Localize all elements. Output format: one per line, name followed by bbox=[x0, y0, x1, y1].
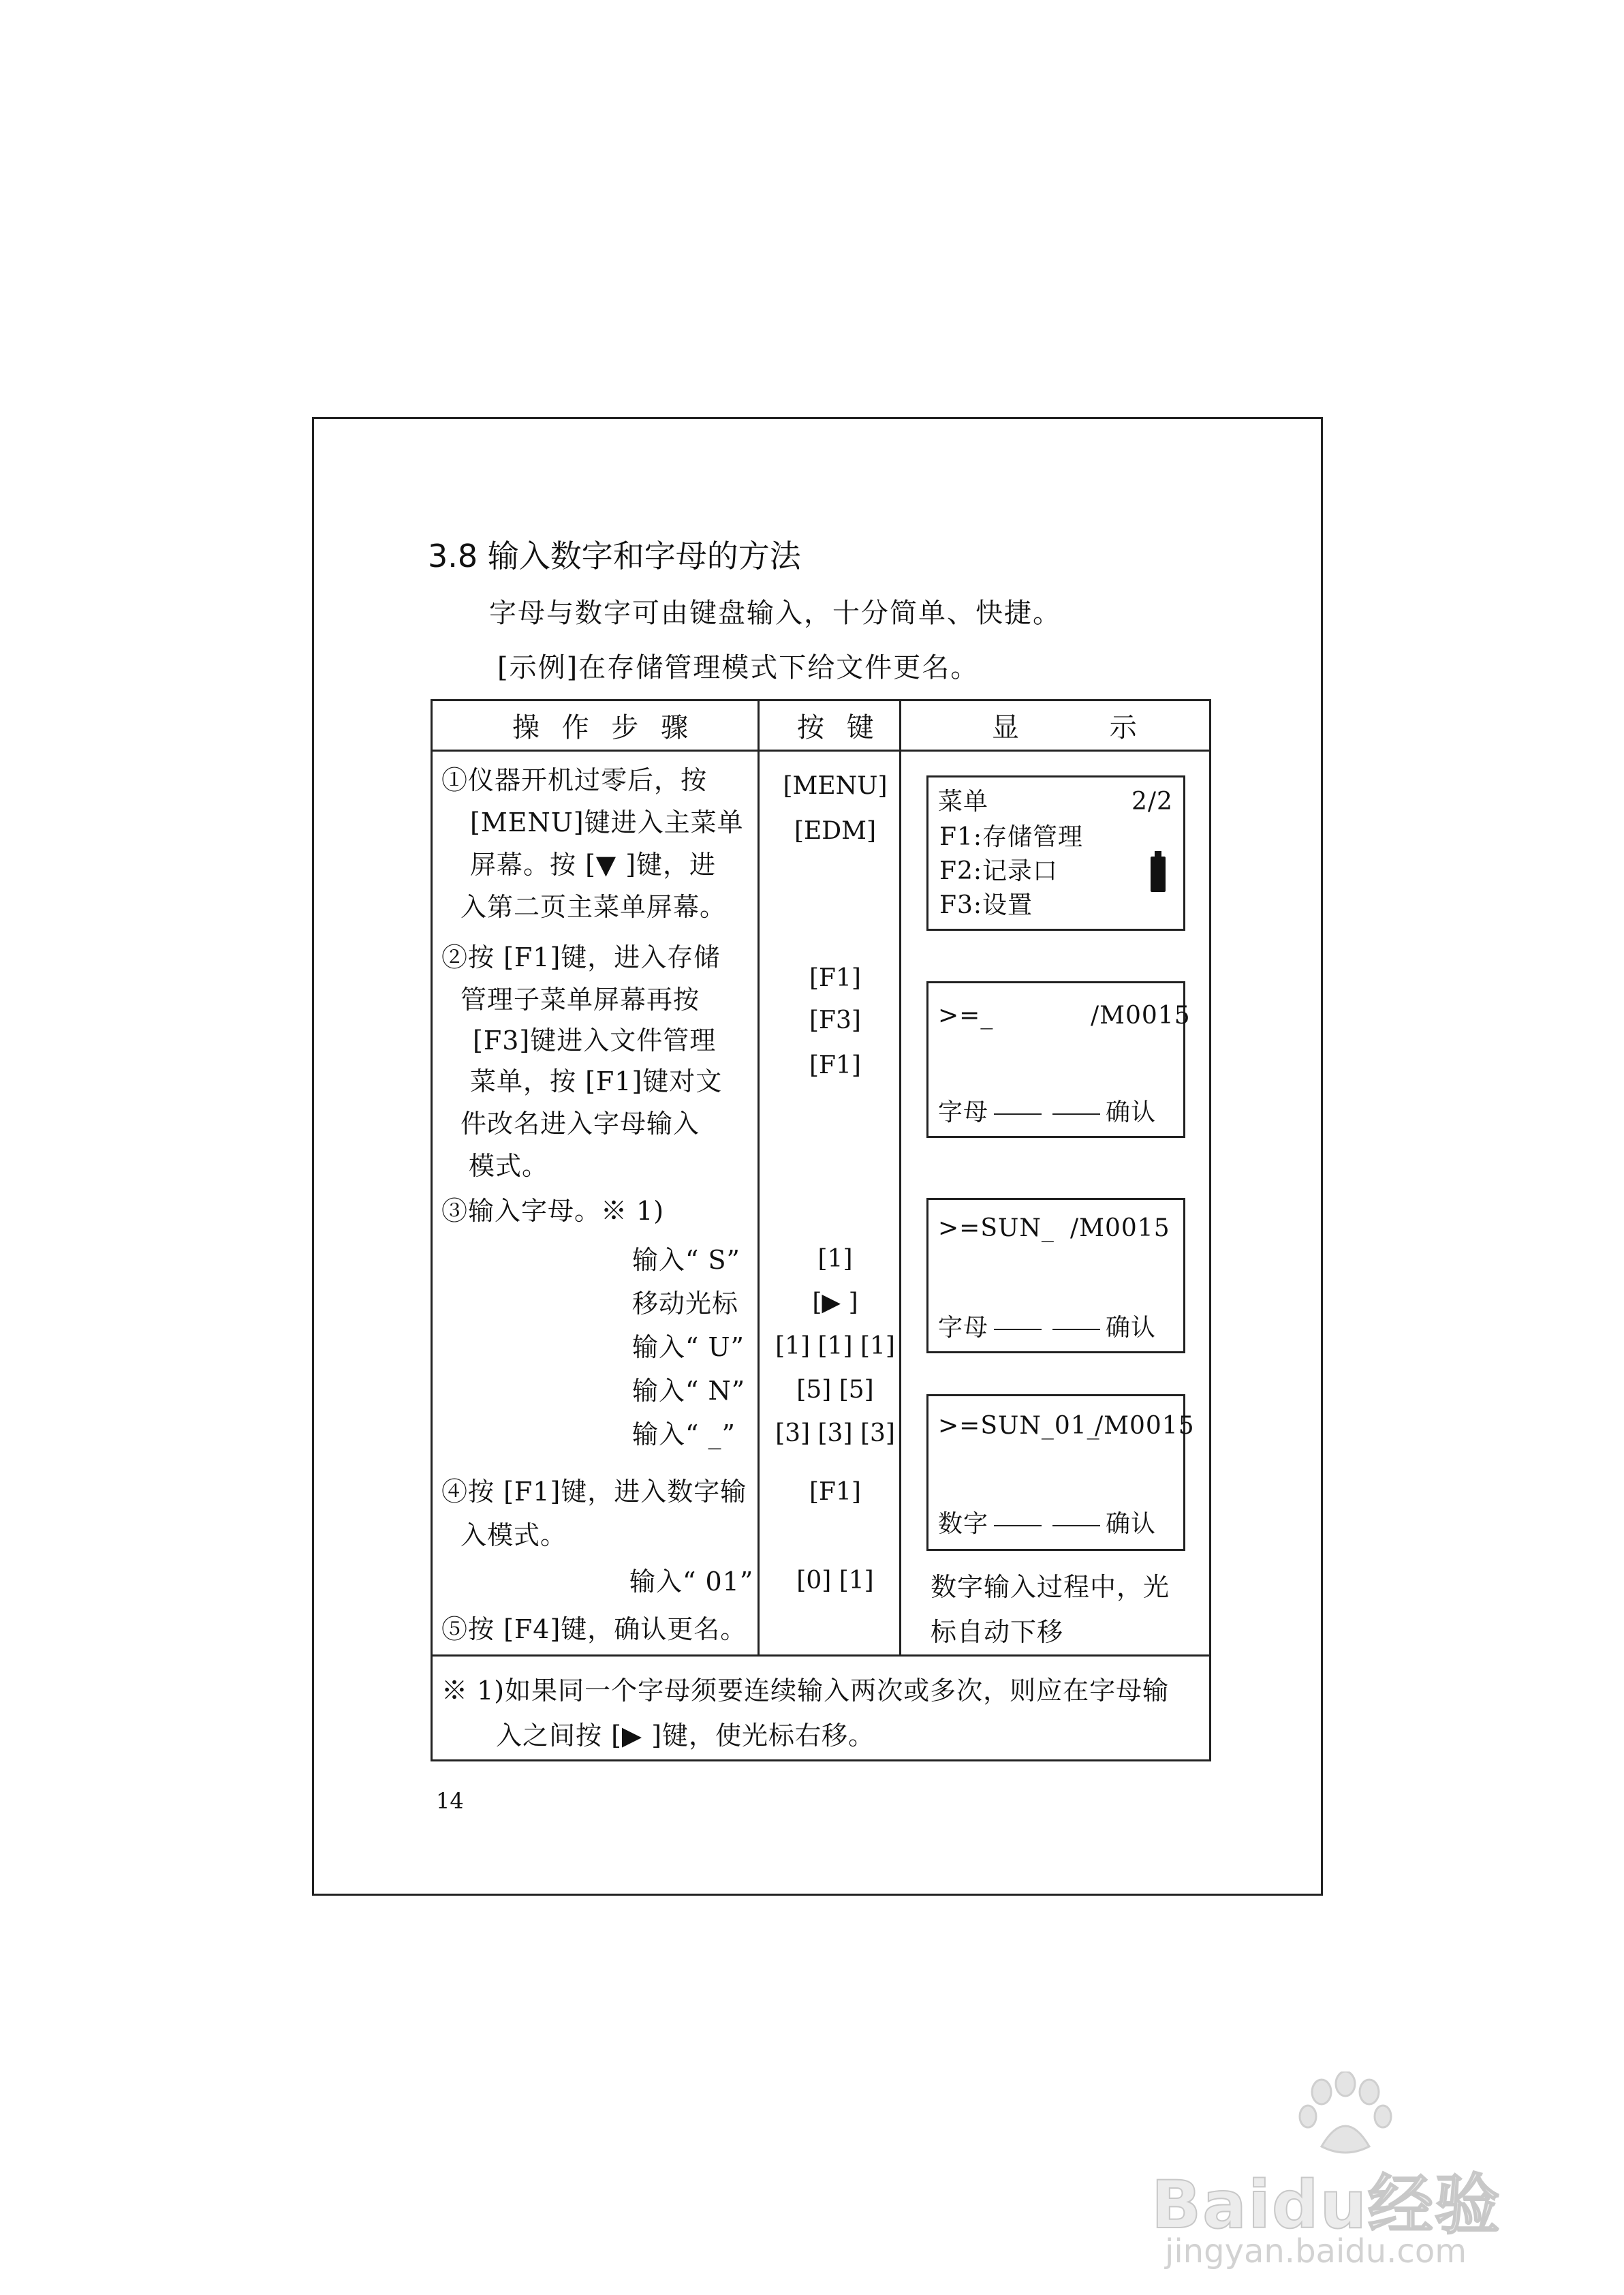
step3-sub2-label: 移动光标 bbox=[632, 1289, 739, 1319]
lcd-mode-label: 字母 bbox=[938, 1098, 989, 1126]
intro-text: 字母与数字可由键盘输入，十分简单、快捷。 bbox=[489, 598, 1061, 629]
step3-sub1-label: 输入“ S” bbox=[632, 1245, 740, 1275]
column-divider-1 bbox=[758, 699, 760, 1654]
lcd-confirm-label: 确认 bbox=[1106, 1510, 1157, 1538]
step4-note-line2: 标自动下移 bbox=[931, 1617, 1064, 1647]
header-keys: 按 键 bbox=[797, 712, 881, 743]
paw-icon bbox=[1294, 2071, 1396, 2160]
lcd-confirm-label: 确认 bbox=[1106, 1098, 1157, 1126]
step3-sub3-keys: [1] [1] [1] bbox=[775, 1332, 895, 1360]
lcd-letter-file: /M0015 bbox=[1070, 1214, 1170, 1242]
column-divider-2 bbox=[899, 699, 901, 1654]
step3-sub5-label: 输入“ _” bbox=[632, 1419, 736, 1449]
step4-line2: 入模式。 bbox=[460, 1520, 567, 1550]
lcd-letter-input: >=SUN_ bbox=[938, 1214, 1055, 1242]
step3-sub3-label: 输入“ U” bbox=[632, 1332, 745, 1362]
watermark-brand: Baidu经验 bbox=[1151, 2167, 1501, 2243]
step2-line6: 模式。 bbox=[469, 1151, 549, 1181]
step3-sub5-keys: [3] [3] [3] bbox=[775, 1419, 895, 1447]
footnote-line2: 入之间按 [▶ ]键，使光标右移。 bbox=[496, 1721, 875, 1751]
lcd-menu-title: 菜单 bbox=[938, 788, 989, 816]
header-display: 显 示 bbox=[992, 712, 1178, 743]
step3-sub1-keys: [1] bbox=[817, 1245, 853, 1273]
lcd-menu-item-f3: F3:设置 bbox=[939, 891, 1033, 919]
step1-key-menu: [MENU] bbox=[783, 772, 888, 800]
lcd-mode-label: 字母 bbox=[938, 1314, 989, 1342]
header-steps: 操 作 步 骤 bbox=[512, 712, 696, 743]
lcd-mode-label: 数字 bbox=[938, 1510, 989, 1538]
step3-title: ③输入字母。※ 1) bbox=[441, 1196, 665, 1226]
step2-key-f1-rename: [F1] bbox=[809, 1051, 861, 1079]
lcd-rename-screen bbox=[926, 981, 1191, 1138]
step2-key-f1: [F1] bbox=[809, 964, 861, 992]
lcd-number-file: /M0015 bbox=[1095, 1412, 1195, 1440]
step5-text: ⑤按 [F4]键，确认更名。 bbox=[441, 1614, 747, 1644]
table-top-border bbox=[431, 699, 1211, 701]
step2-line3: [F3]键进入文件管理 bbox=[473, 1026, 717, 1056]
step2-line4: 菜单，按 [F1]键对文 bbox=[470, 1066, 723, 1096]
page-number: 14 bbox=[436, 1788, 464, 1814]
lcd-confirm-label: 确认 bbox=[1106, 1314, 1157, 1342]
lcd-menu-item-f2: F2:记录口 bbox=[939, 857, 1059, 885]
lcd-letter-screen bbox=[926, 1198, 1185, 1353]
lcd-menu-item-f1: F1:存储管理 bbox=[939, 823, 1084, 851]
lcd-number-screen bbox=[926, 1394, 1195, 1551]
lcd-number-footer bbox=[938, 1512, 1156, 1537]
step3-sub4-keys: [5] [5] bbox=[796, 1376, 874, 1404]
lcd-menu-page: 2/2 bbox=[1131, 788, 1173, 816]
step4-sub-keys: [0] [1] bbox=[796, 1567, 874, 1595]
lcd-menu-screen bbox=[926, 775, 1185, 931]
footnote-divider bbox=[431, 1654, 1211, 1657]
step1-key-edm: [EDM] bbox=[794, 817, 877, 845]
step3-sub4-label: 输入“ N” bbox=[632, 1376, 746, 1406]
footnote-line1: ※ 1)如果同一个字母须要连续输入两次或多次，则应在字母输 bbox=[441, 1676, 1170, 1706]
lcd-rename-input: >=_ bbox=[938, 1002, 994, 1030]
step1-line4: 入第二页主菜单屏幕。 bbox=[460, 892, 727, 922]
step4-sub-label: 输入“ 01” bbox=[629, 1567, 754, 1597]
step4-key-f1: [F1] bbox=[809, 1478, 861, 1506]
step2-line2: 管理子菜单屏幕再按 bbox=[460, 985, 700, 1015]
step2-key-f3: [F3] bbox=[809, 1006, 861, 1034]
step1-line1: ①仪器开机过零后，按 bbox=[441, 765, 708, 795]
step3-sub2-keys: [▶ ] bbox=[812, 1289, 858, 1316]
battery-icon bbox=[1151, 857, 1166, 892]
lcd-rename-footer bbox=[938, 1100, 1156, 1125]
watermark-url: jingyan.baidu.com bbox=[1165, 2232, 1467, 2270]
lcd-number-input: >=SUN_01_ bbox=[938, 1412, 1100, 1440]
step4-note-line1: 数字输入过程中，光 bbox=[931, 1572, 1170, 1602]
step2-line1: ②按 [F1]键，进入存储 bbox=[441, 942, 721, 972]
lcd-rename-file: /M0015 bbox=[1091, 1002, 1191, 1030]
example-text: [示例]在存储管理模式下给文件更名。 bbox=[497, 652, 980, 683]
step1-line2: [MENU]键进入主菜单 bbox=[470, 807, 744, 837]
lcd-letter-footer bbox=[938, 1316, 1156, 1340]
table-bottom-border bbox=[431, 1759, 1211, 1761]
section-title: 3.8 输入数字和字母的方法 bbox=[428, 538, 801, 574]
header-divider bbox=[431, 750, 1211, 752]
step1-line3: 屏幕。按 [▼ ]键，进 bbox=[470, 850, 717, 880]
step4-line1: ④按 [F1]键，进入数字输 bbox=[441, 1477, 747, 1507]
step2-line5: 件改名进入字母输入 bbox=[460, 1109, 700, 1139]
baidu-watermark bbox=[1151, 2071, 1587, 2276]
